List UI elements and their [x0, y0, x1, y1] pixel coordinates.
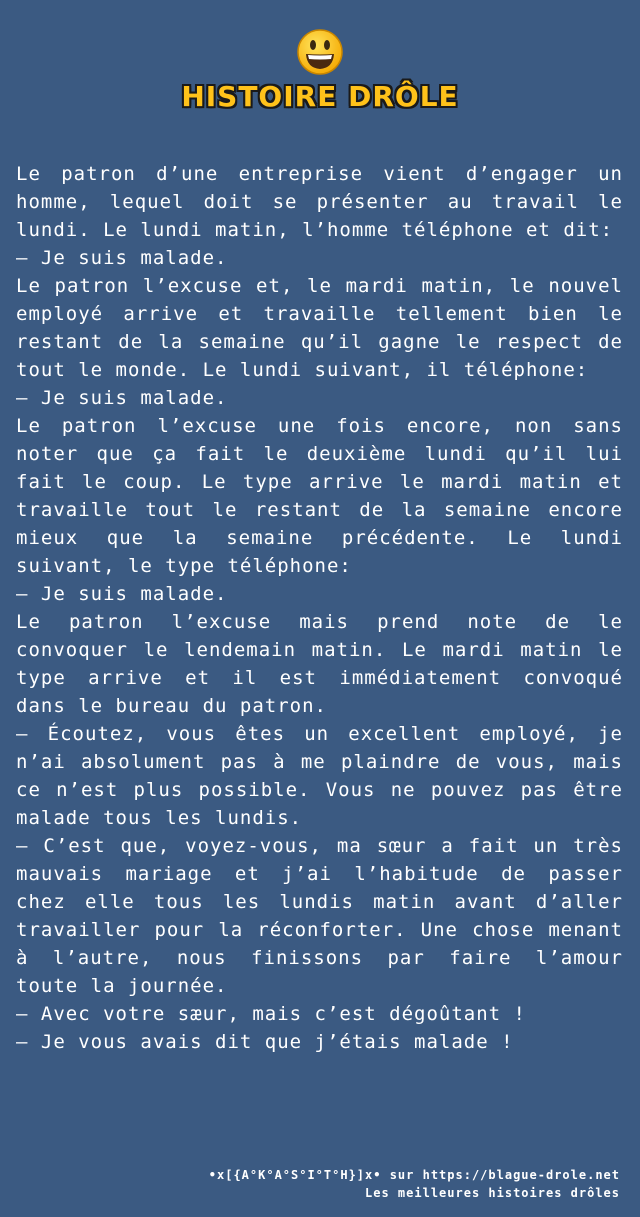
- story-paragraph: Le patron l’excuse et, le mardi matin, le nouvel employé arrive et travaille tellement bien le restant de la semaine qu’il gagne le respect de tout le monde. Le lundi suivant, il téléphone:: [16, 275, 623, 381]
- story-paragraph: – Je suis malade.: [16, 387, 228, 409]
- story-paragraph: – Je suis malade.: [16, 583, 228, 605]
- story-paragraph: – Écoutez, vous êtes un excellent employé, je n’ai absolument pas à me plaindre de vous, mais ce n’est plus possible. Vous ne pouvez pas être malade tous les lundis.: [16, 723, 623, 829]
- story-paragraph: Le patron l’excuse mais prend note de le convoquer le lendemain matin. Le mardi matin le type arrive et il est immédiatement convoqué dans le bureau du patron.: [16, 611, 623, 717]
- story-paragraph: Le patron l’excuse une fois encore, non sans noter que ça fait le deuxième lundi qu’il lui fait le coup. Le type arrive le mardi matin et travaille tout le restant de la semaine encore mieux que la semaine précédente. Le lundi suivant, le type téléphone:: [16, 415, 623, 577]
- story-paragraph: Le patron d’une entreprise vient d’engager un homme, lequel doit se présenter au travail le lundi. Le lundi matin, l’homme téléphone et dit:: [16, 163, 623, 241]
- story-text: [16, 160, 623, 1056]
- story-paragraph: – Je suis malade.: [16, 247, 228, 269]
- page-title: HISTOIRE DRÔLE: [181, 80, 459, 113]
- footer: [209, 1166, 620, 1202]
- footer-tagline: Les meilleures histoires drôles: [365, 1186, 620, 1200]
- smiley-face-icon: [296, 28, 344, 76]
- story-paragraph: – Je vous avais dit que j’étais malade !: [16, 1031, 514, 1053]
- footer-credit: •x[{A°K°A°S°I°T°H}]x• sur https://blague-drole.net: [208, 1168, 620, 1182]
- story-paragraph: – Avec votre sæur, mais c’est dégoûtant !: [16, 1003, 526, 1025]
- header: [0, 28, 640, 114]
- story-paragraph: – C’est que, voyez-vous, ma sœur a fait un très mauvais mariage et j’ai l’habitude de passer chez elle tous les lundis matin avant d’aller travailler pour la réconforter. Une chose menant à l’autre, nous finissons par faire l’amour toute la journée.: [16, 835, 623, 997]
